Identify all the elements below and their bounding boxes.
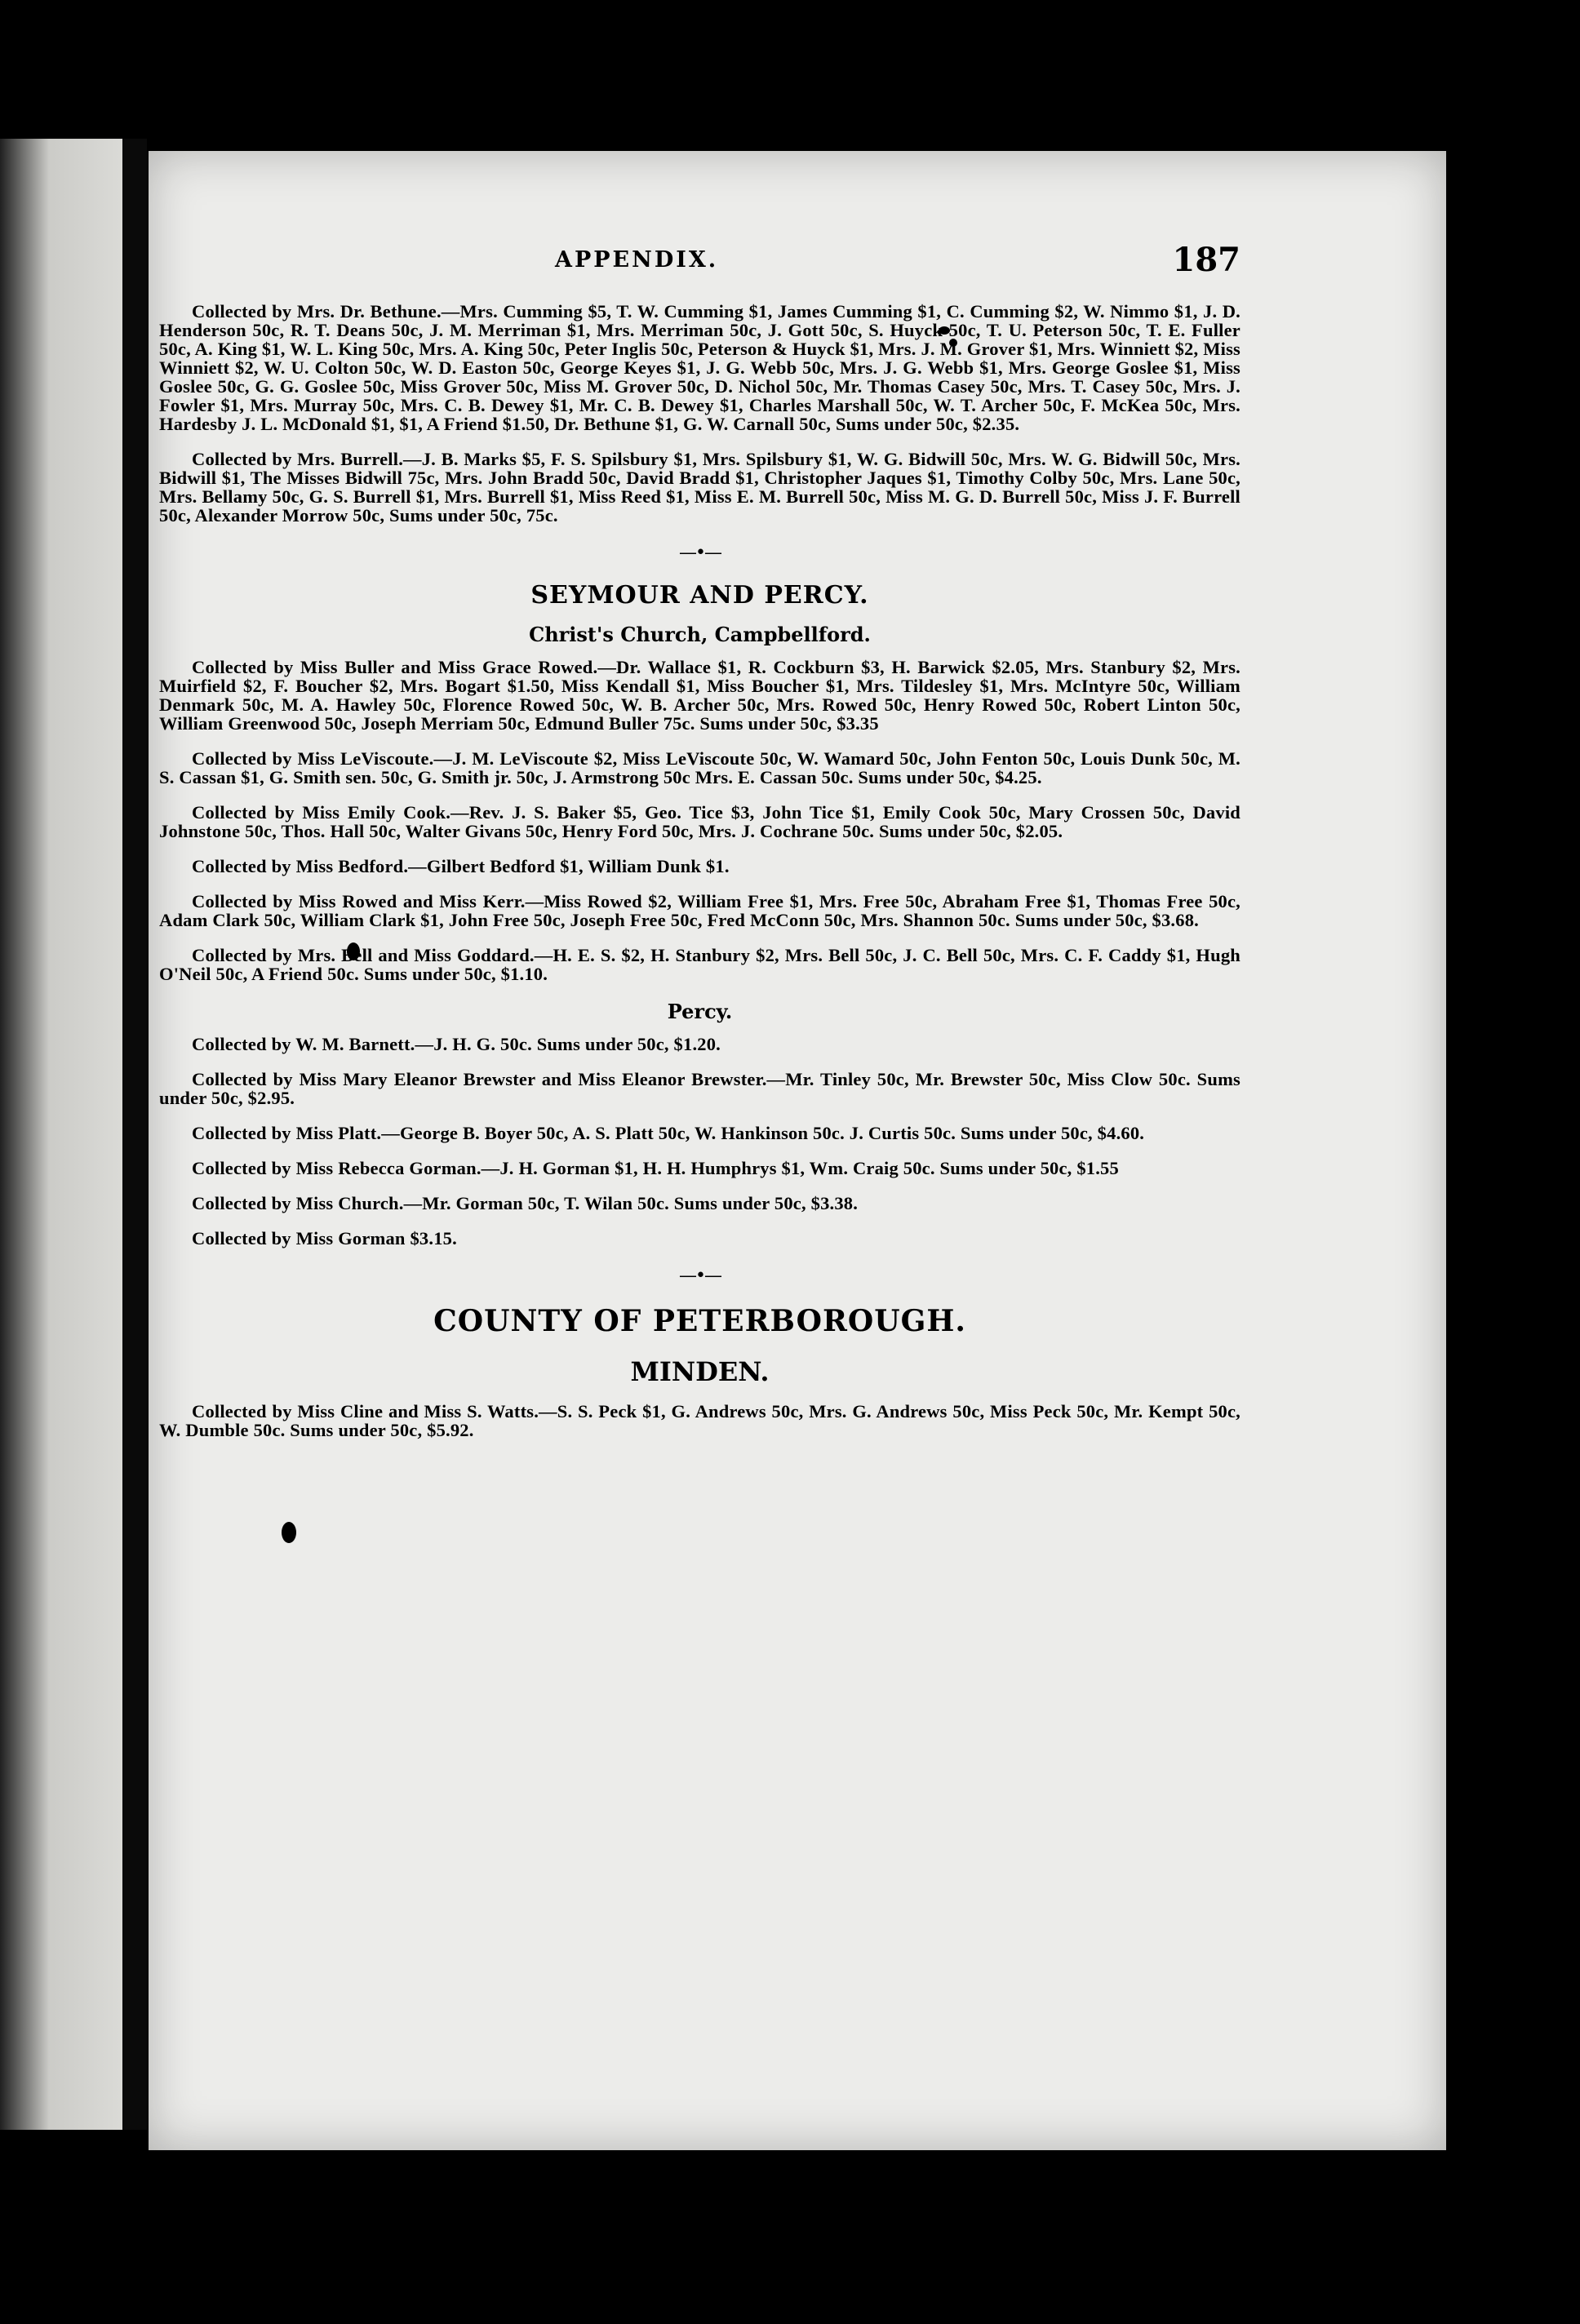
collection-entry: Collected by Mrs. Burrell.—J. B. Marks $5, F. S. Spilsbury $1, Mrs. Spilsbury $1, W. G. Bidwill 50c, Mrs. W. G. Bidwill 50c, Mrs. Bidwill $1, The Misses Bidwill 75c, Mrs. John Bradd 50c, David Bradd $1, Christopher Jaques $1, Timothy Colby 50c, Mrs. Lane 50c, Mrs. Bellamy 50c, G. S. Burrell $1, Mrs. Burrell $1, Miss Reed $1, Miss E. M. Burrell 50c, Miss M. G. D. Burrell 50c, Miss J. F. Burrell 50c, Alexander Morrow 50c, Sums under 50c, 75c. xyxy=(159,449,1240,526)
page-body xyxy=(159,302,1240,1456)
collection-entry: Collected by Miss Cline and Miss S. Watts.—S. S. Peck $1, G. Andrews 50c, Mrs. G. Andrews 50c, Miss Peck 50c, Mr. Kempt 50c, W. Dumble 50c. Sums under 50c, $5.92. xyxy=(159,1401,1240,1440)
collection-entry: Collected by Mrs. Dr. Bethune.—Mrs. Cumming $5, T. W. Cumming $1, James Cumming $1, C. Cumming $2, W. Nimmo $1, J. D. Henderson 50c, R. T. Deans 50c, J. M. Merriman $1, Mrs. Merriman 50c, J. Gott 50c, S. Huyck 50c, T. U. Peterson 50c, T. E. Fuller 50c, A. King $1, W. L. King 50c, Mrs. A. King 50c, Peter Inglis 50c, Peterson & Huyck $1, Mrs. J. M. Grover $1, Mrs. Winniett $2, Miss Winniett $2, W. U. Colton 50c, W. D. Easton 50c, George Keyes $1, J. G. Webb 50c, Mrs. J. G. Webb $1, Mrs. George Goslee $1, Miss Goslee 50c, G. G. Goslee 50c, Miss Grover 50c, Miss M. Grover 50c, D. Nichol 50c, Mr. Thomas Casey 50c, Mrs. T. Casey 50c, Mrs. J. Fowler $1, Mrs. Murray 50c, Mrs. C. B. Dewey $1, Mr. C. B. Dewey $1, Charles Marshall 50c, W. T. Archer 50c, F. McKea 50c, Mrs. Hardesby J. L. McDonald $1, $1, A Friend $1.50, Dr. Bethune $1, G. W. Carnall 50c, Sums under 50c, $2.35. xyxy=(159,301,1240,434)
collection-entry: Collected by Miss Church.—Mr. Gorman 50c, T. Wilan 50c. Sums under 50c, $3.38. xyxy=(192,1193,859,1213)
collection-entry: Collected by Miss Platt.—George B. Boyer 50c, A. S. Platt 50c, W. Hankinson 50c. J. Curtis 50c. Sums under 50c, $4.60. xyxy=(192,1123,1145,1143)
collection-entry: Collected by Miss Emily Cook.—Rev. J. S. Baker $5, Geo. Tice $3, John Tice $1, Emily Cook 50c, Mary Crossen 50c, David Johnstone 50c, Thos. Hall 50c, Walter Givans 50c, Henry Ford 50c, Mrs. J. Cochrane 50c. Sums under 50c, $2.05. xyxy=(159,802,1240,841)
section-divider: —•— xyxy=(679,1266,721,1286)
section-title-county: COUNTY OF PETERBOROUGH. xyxy=(433,1304,966,1338)
running-head xyxy=(555,241,1240,280)
running-title: APPENDIX. xyxy=(555,247,719,273)
collection-entry: Collected by Miss Gorman $3.15. xyxy=(192,1228,457,1248)
ink-blot xyxy=(282,1522,296,1543)
page-number: 187 xyxy=(1172,241,1240,279)
subsection-title-christs-church: Christ's Church, Campbellford. xyxy=(529,623,871,646)
collection-entry: Collected by Miss LeViscoute.—J. M. LeViscoute $2, Miss LeViscoute 50c, W. Wamard 50c, John Fenton 50c, Louis Dunk 50c, M. S. Cassan $1, G. Smith sen. 50c, G. Smith jr. 50c, J. Armstrong 50c Mrs. E. Cassan 50c. Sums under 50c, $4.25. xyxy=(159,748,1240,787)
collection-entry: Collected by Miss Mary Eleanor Brewster and Miss Eleanor Brewster.—Mr. Tinley 50c, Mr. Brewster 50c, Miss Clow 50c. Sums under 50c, $2.95. xyxy=(159,1069,1240,1108)
section-divider: —•— xyxy=(679,543,721,563)
collection-entry: Collected by Miss Rebecca Gorman.—J. H. Gorman $1, H. H. Humphrys $1, Wm. Craig 50c. Sums under 50c, $1.55 xyxy=(192,1158,1119,1178)
page-gutter xyxy=(122,139,147,2130)
section-title-seymour: SEYMOUR AND PERCY. xyxy=(530,581,869,610)
collection-entry: Collected by Miss Buller and Miss Grace Rowed.—Dr. Wallace $1, R. Cockburn $3, H. Barwick $2.05, Mrs. Stanbury $2, Mrs. Muirfield $2, F. Boucher $2, Mrs. Bogart $1.50, Miss Kendall $1, Miss Boucher $1, Mrs. Tildesley $1, Mrs. McIntyre 50c, William Denmark 50c, M. A. Hawley 50c, Florence Rowed 50c, W. B. Archer 50c, Mrs. Rowed 50c, Henry Rowed 50c, Robert Linton 50c, William Greenwood 50c, Joseph Merriam 50c, Edmund Buller 75c. Sums under 50c, $3.35 xyxy=(159,657,1240,734)
collection-entry: Collected by Miss Bedford.—Gilbert Bedford $1, William Dunk $1. xyxy=(192,856,730,876)
collection-entry: Collected by W. M. Barnett.—J. H. G. 50c. Sums under 50c, $1.20. xyxy=(192,1034,721,1054)
collection-entry: Collected by Miss Rowed and Miss Kerr.—Miss Rowed $2, William Free $1, Mrs. Free 50c, Abraham Free $1, Thomas Free 50c, Adam Clark 50c, William Clark $1, John Free 50c, Joseph Free 50c, Fred McConn 50c, Mrs. Shannon 50c. Sums under 50c, $3.68. xyxy=(159,891,1240,930)
subsection-title-minden: MINDEN. xyxy=(630,1356,770,1387)
collection-entry: Collected by Mrs. Bell and Miss Goddard.—H. E. S. $2, H. Stanbury $2, Mrs. Bell 50c, J. C. Bell 50c, Mrs. C. F. Caddy $1, Hugh O'Neil 50c, A Friend 50c. Sums under 50c, $1.10. xyxy=(159,945,1240,984)
subsection-title-percy: Percy. xyxy=(667,1000,733,1023)
adjacent-page-edge xyxy=(0,139,122,2130)
